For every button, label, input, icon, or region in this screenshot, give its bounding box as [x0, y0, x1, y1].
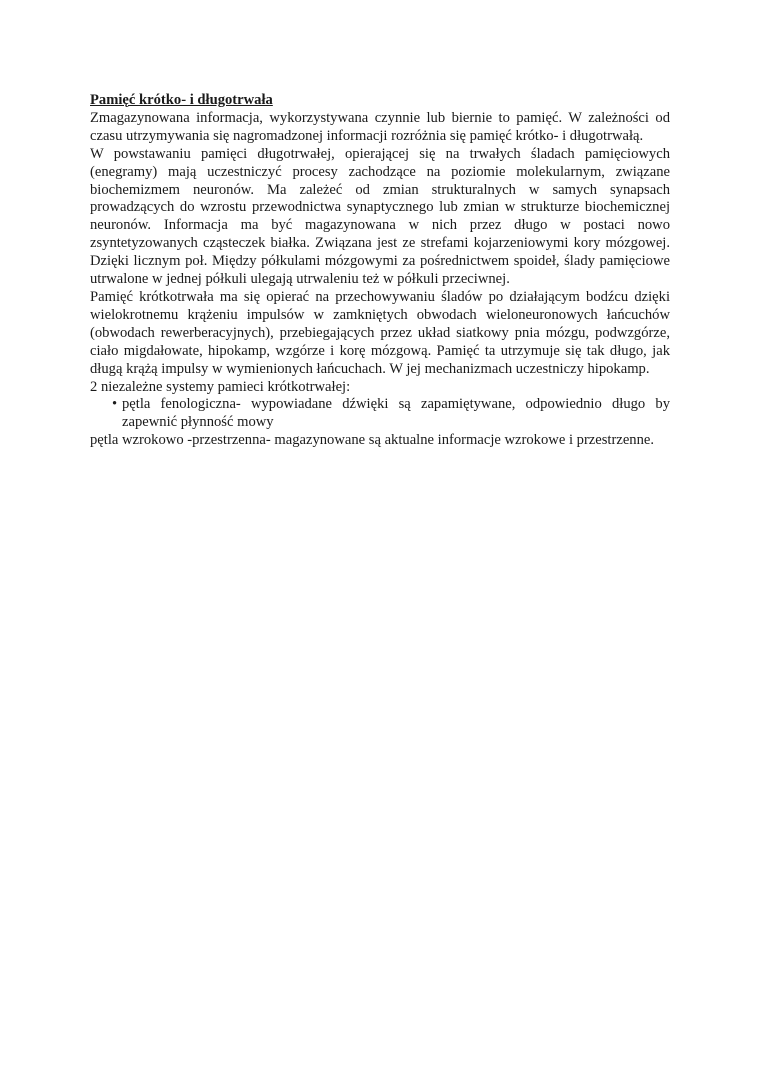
document-page	[90, 92, 670, 450]
paragraph-long-term-memory: W powstawaniu pamięci długotrwałej, opierającej się na trwałych śladach pamięciowych (enegramy) mają uczestniczyć procesy zachodzące na poziomie molekularnym, związane biochemizmem neuronów. Ma zależeć od zmian strukturalnych w samych synapsach prowadzących do wzrostu przewodnictwa synaptycznego lub zmian w strukturze biochemicznej neuronów. Informacja ma być magazynowana w nich przez długo w postaci nowo zsyntetyzowanych cząsteczek białka. Związana jest ze strefami kojarzeniowymi kory mózgowej. Dzięki licznym poł. Między półkulami mózgowymi za pośrednictwem spoideł, ślady pamięciowe utrwalone w jednej półkuli ulegają utrwaleniu też w półkuli przeciwnej.	[90, 145, 670, 288]
document-title: Pamięć krótko- i długotrwała	[90, 92, 273, 108]
bullet-text: pętla fenologiczna- wypowiadane dźwięki są zapamiętywane, odpowiednio długo by zapewnić płynność mowy	[122, 396, 670, 431]
paragraph-systems-intro: 2 niezależne systemy pamieci krótkotrwałej:	[90, 378, 351, 395]
list-item	[90, 396, 670, 432]
paragraph-closing: pętla wzrokowo -przestrzenna- magazynowane są aktualne informacje wzrokowe i przestrzenne.	[90, 432, 655, 449]
paragraph-short-term-memory: Pamięć krótkotrwała ma się opierać na przechowywaniu śladów po działającym bodźcu dzięki wielokrotnemu krążeniu impulsów w zamkniętych obwodach wieloneuronowych łańcuchów (obwodach rewerberacyjnych), przebiegających przez układ siatkowy pnia mózgu, podwzgórze, ciało migdałowate, hipokamp, wzgórze i korę mózgową. Pamięć ta utrzymuje się tak długo, jak długą krążą impulsy w wymienionych łańcuchach. W jej mechanizmach uczestniczy hipokamp.	[90, 288, 670, 377]
paragraph-definition: Zmagazynowana informacja, wykorzystywana czynnie lub biernie to pamięć. W zależności od czasu utrzymywania się nagromadzonej informacji rozróżnia się pamięć krótko- i długotrwałą.	[90, 109, 670, 144]
bullet-list	[90, 396, 670, 432]
bullet-icon: •	[112, 396, 118, 413]
